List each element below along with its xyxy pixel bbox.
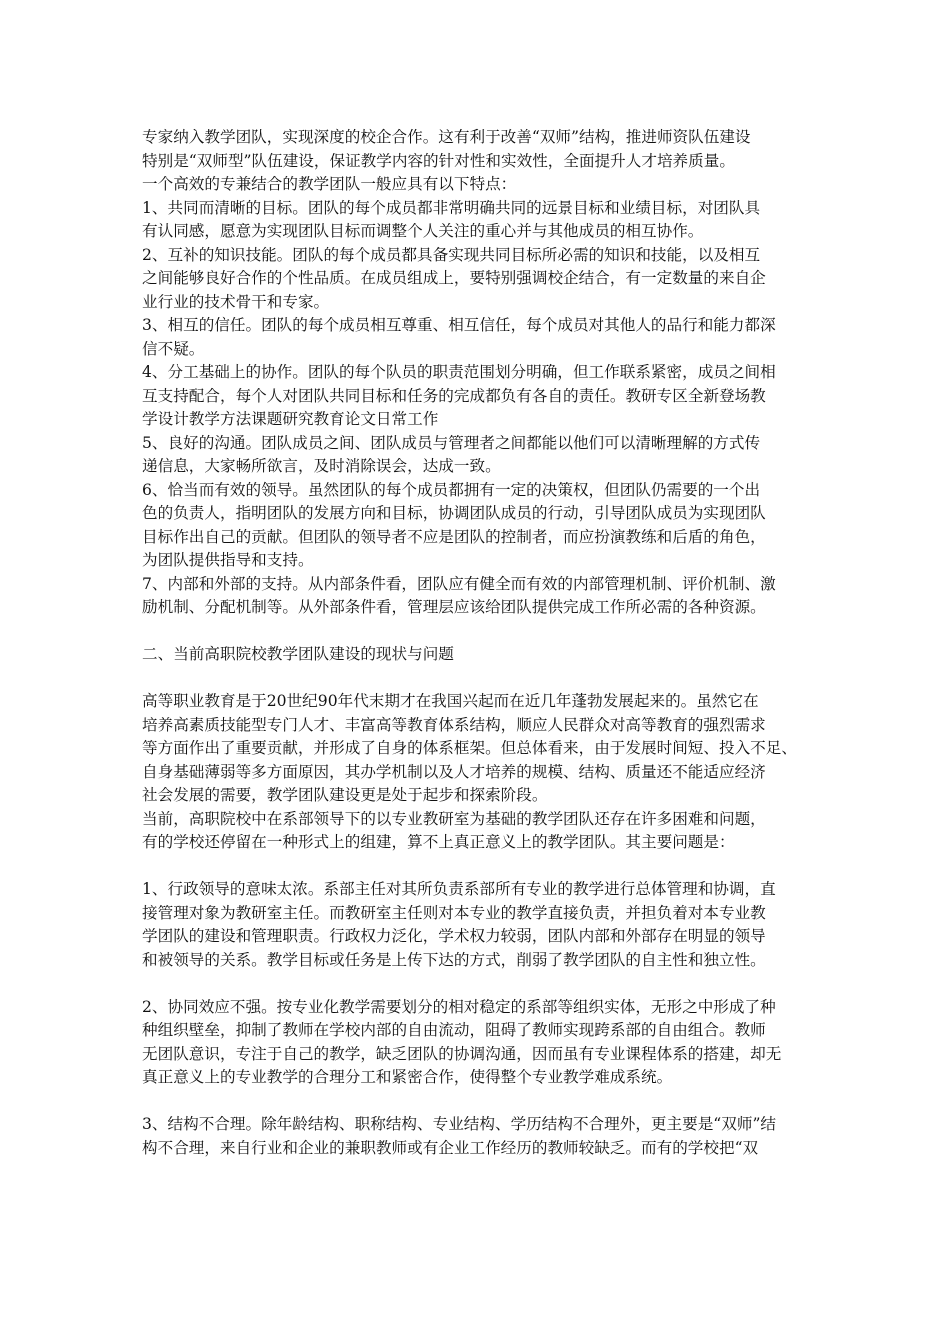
blank-line [142,855,812,879]
text-line: 为团队提供指导和支持。 [142,551,314,569]
text-line: 无团队意识，专注于自己的教学，缺乏团队的协调沟通，因而虽有专业课程体系的搭建，却无 [142,1044,782,1063]
text-line: 当前，高职院校中在系部领导下的以专业教研室为基础的教学团队还存在许多困难和问题， [142,809,766,828]
text-line: 构不合理，来自行业和企业的兼职教师或有企业工作经历的教师较缺乏。而有的学校把“双 [142,1138,759,1157]
text-line: 自身基础薄弱等多方面原因，其办学机制以及人才培养的规模、结构、质量还不能适应经济 [142,762,766,781]
text-line: 和被领导的关系。教学目标或任务是上传下达的方式，削弱了教学团队的自主性和独立性。 [142,950,766,969]
text-line: 信不疑。 [142,339,205,358]
text-line: 励机制、分配机制等。从外部条件看，管理层应该给团队提供完成工作所必需的各种资源。 [142,598,766,616]
text-line: 4、分工基础上的协作。团队的每个队员的职责范围划分明确，但工作联系紧密，成员之间相 [142,363,776,381]
text-line: 3、相互的信任。团队的每个成员相互尊重、相互信任，每个成员对其他人的品行和能力都深 [142,316,776,334]
text-line: 1、行政领导的意味太浓。系部主任对其所负责系部所有专业的教学进行总体管理和协调，直 [142,880,776,898]
blank-line [142,620,812,644]
text-line: 社会发展的需要，教学团队建设更是处于起步和探索阶段。 [142,786,548,804]
blank-line [142,972,812,996]
text-line: 高等职业教育是于20世纪90年代末期才在我国兴起而在近几年蓬勃发展起来的。虽然它在 [142,692,759,710]
text-line: 一个高效的专兼结合的教学团队一般应具有以下特点： [142,175,517,193]
blank-line [142,1090,812,1114]
document-body [142,126,812,1160]
text-line: 二、当前高职院校教学团队建设的现状与问题 [142,645,454,663]
text-line: 7、内部和外部的支持。从内部条件看，团队应有健全而有效的内部管理机制、评价机制、激 [142,574,776,593]
text-line: 2、互补的知识技能。团队的每个成员都具备实现共同目标所必需的知识和技能，以及相互 [142,245,761,264]
text-line: 真正意义上的专业教学的合理分工和紧密合作，使得整个专业教学难成系统。 [142,1068,673,1086]
text-line: 学团队的建设和管理职责。行政权力泛化，学术权力较弱，团队内部和外部存在明显的领导 [142,927,766,945]
text-line: 培养高素质技能型专门人才、丰富高等教育体系结构，顺应人民群众对高等教育的强烈需求 [142,715,766,734]
text-line: 互支持配合，每个人对团队共同目标和任务的完成都负有各自的责任。教研专区全新登场教 [142,386,766,405]
text-line: 5、良好的沟通。团队成员之间、团队成员与管理者之间都能以他们可以清晰理解的方式传 [142,433,761,452]
text-line: 种组织壁垒，抑制了教师在学校内部的自由流动，阻碍了教师实现跨系部的自由组合。教师 [142,1021,766,1039]
text-line: 之间能够良好合作的个性品质。在成员组成上，要特别强调校企结合，有一定数量的来自企 [142,269,766,287]
text-line: 1、共同而清晰的目标。团队的每个成员都非常明确共同的远景目标和业绩目标，对团队具 [142,198,761,217]
text-line: 特别是“双师型”队伍建设，保证教学内容的针对性和实效性，全面提升人才培养质量。 [142,151,735,170]
text-line: 色的负责人，指明团队的发展方向和目标，协调团队成员的行动，引导团队成员为实现团队 [142,504,766,522]
text-line: 目标作出自己的贡献。但团队的领导者不应是团队的控制者，而应扮演教练和后盾的角色， [142,527,766,546]
text-line: 6、恰当而有效的领导。虽然团队的每个成员都拥有一定的决策权，但团队仍需要的一个出 [142,480,761,499]
text-line: 专家纳入教学团队，实现深度的校企合作。这有利于改善“双师”结构，推进师资队伍建设 [142,128,751,146]
text-line: 学设计教学方法课题研究教育论文日常工作 [142,410,439,428]
blank-line [142,667,812,691]
text-line: 业行业的技术骨干和专家。 [142,292,330,311]
text-line: 有的学校还停留在一种形式上的组建，算不上真正意义上的教学团队。其主要问题是： [142,833,735,851]
text-line: 3、结构不合理。除年龄结构、职称结构、专业结构、学历结构不合理外，更主要是“双师”结 [142,1115,777,1133]
text-line: 递信息，大家畅所欲言，及时消除误会，达成一致。 [142,457,501,475]
text-line: 2、协同效应不强。按专业化教学需要划分的相对稳定的系部等组织实体，无形之中形成了种 [142,997,776,1016]
text-line: 接管理对象为教研室主任。而教研室主任则对本专业的教学直接负责，并担负着对本专业教 [142,903,766,922]
text-line: 有认同感，愿意为实现团队目标而调整个人关注的重心并与其他成员的相互协作。 [142,222,704,240]
text-line: 等方面作出了重要贡献，并形成了自身的体系框架。但总体看来，由于发展时间短、投入不足、 [142,739,797,757]
